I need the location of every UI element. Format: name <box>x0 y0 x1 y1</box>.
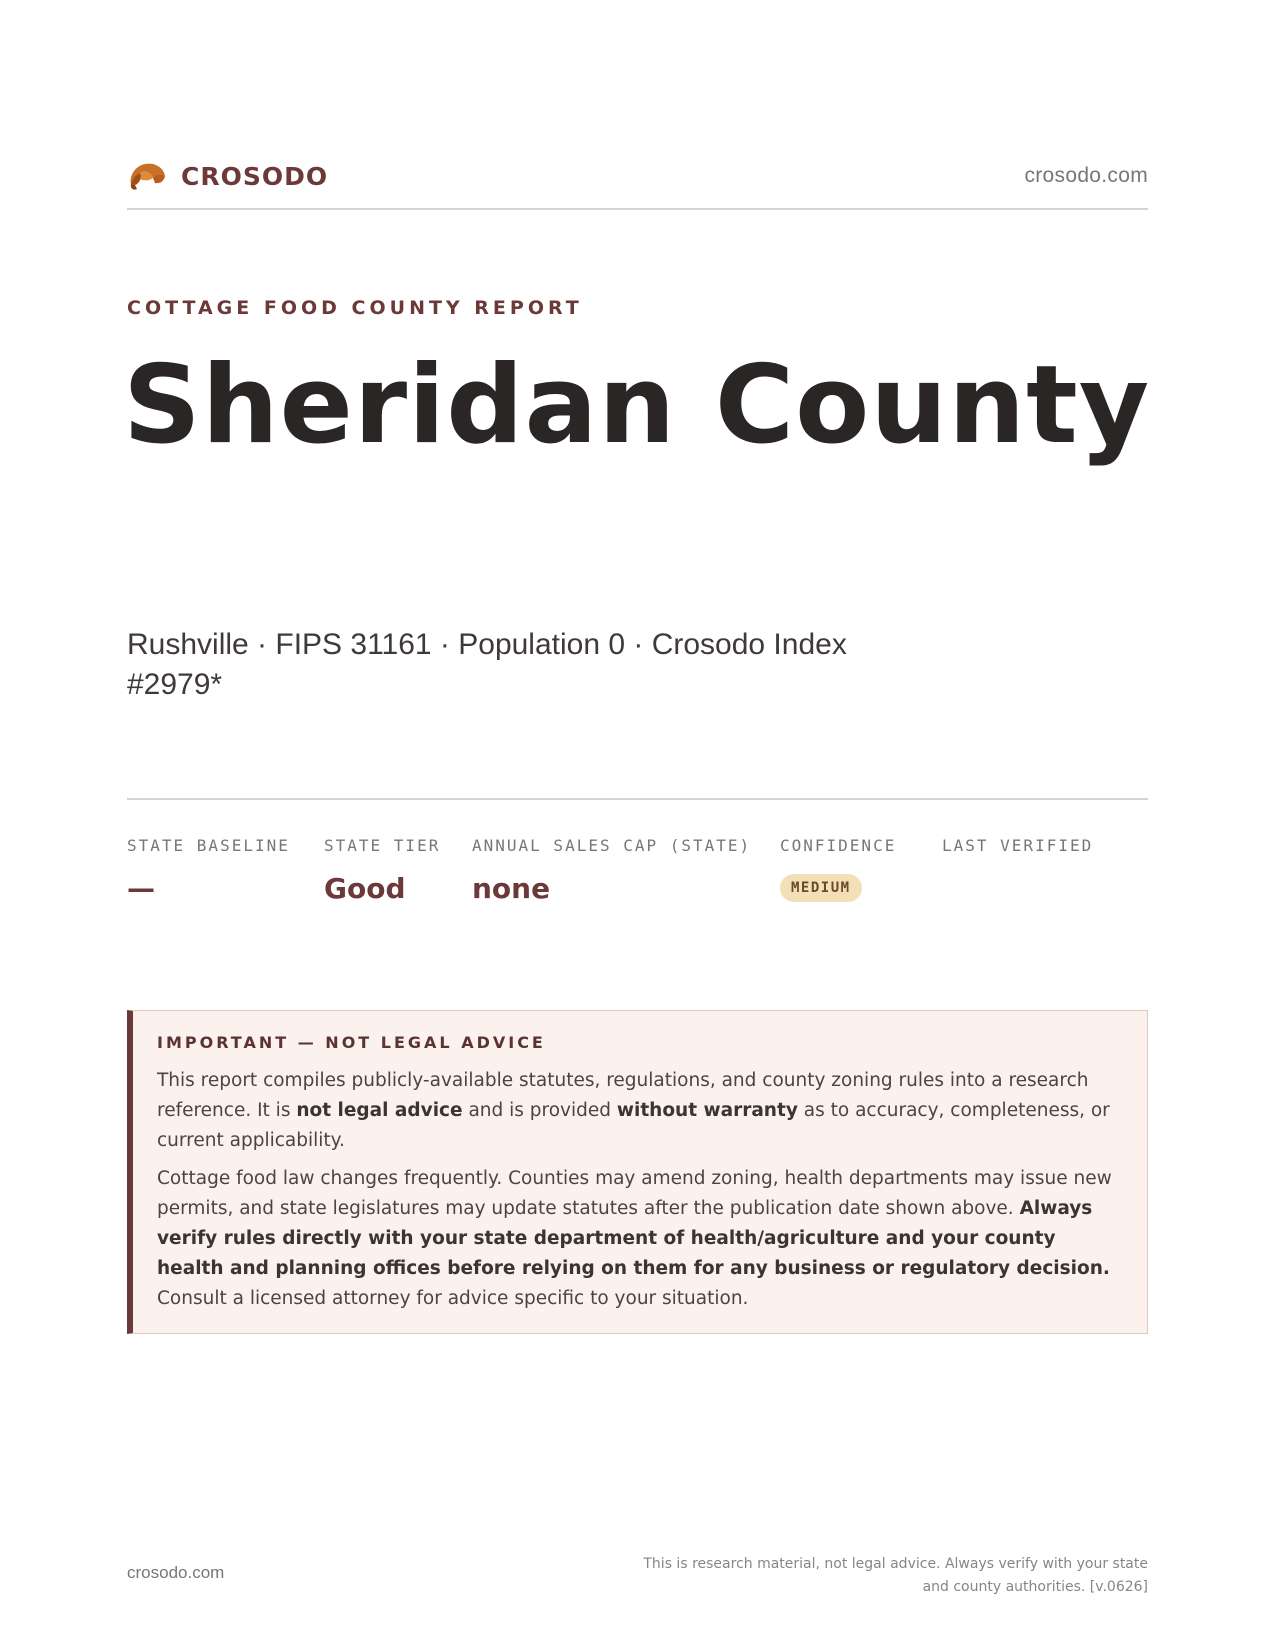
stat-label: CONFIDENCE <box>780 836 897 855</box>
notice-text: as to accuracy, completeness, or current applicability. <box>157 1100 1110 1151</box>
brand-name: CROSODO <box>181 161 329 191</box>
stat-state-baseline <box>127 836 324 905</box>
notice-emphasis: not legal advice <box>296 1100 463 1121</box>
stat-label: ANNUAL SALES CAP (STATE) <box>472 836 752 855</box>
page-title: Sheridan County <box>123 343 1151 468</box>
notice-text: Cottage food law changes frequently. Counties may amend zoning, health departments may issue new permits, and state legislatures may update statutes after the publication date shown above. <box>157 1168 1112 1219</box>
page-header <box>127 158 1148 210</box>
stat-last-verified <box>942 836 1142 905</box>
report-page <box>123 0 1151 1650</box>
footer-site-url[interactable]: crosodo.com <box>127 1563 225 1582</box>
stat-label: STATE BASELINE <box>127 836 290 855</box>
stat-value: — <box>127 872 155 905</box>
stats-row <box>127 836 1148 905</box>
notice-text: This report compiles publicly-available statutes, regulations, and county zoning rules into a research reference. It is <box>157 1070 1089 1121</box>
legal-notice <box>127 1010 1148 1334</box>
brand[interactable] <box>127 158 328 194</box>
stat-label: STATE TIER <box>324 836 441 855</box>
stat-label: LAST VERIFIED <box>942 836 1094 855</box>
notice-emphasis: without warranty <box>616 1100 798 1121</box>
notice-title: IMPORTANT — NOT LEGAL ADVICE <box>157 1033 546 1052</box>
divider <box>127 798 1148 800</box>
site-url[interactable]: crosodo.com <box>1024 164 1148 187</box>
notice-paragraph <box>157 1164 1123 1314</box>
stat-state-tier <box>324 836 472 905</box>
confidence-badge: MEDIUM <box>780 874 862 902</box>
footer-disclaimer-line: and county authorities. [v.0626] <box>922 1579 1148 1595</box>
croissant-icon <box>127 158 167 194</box>
notice-text: and is provided <box>462 1100 617 1121</box>
report-type-label: COTTAGE FOOD COUNTY REPORT <box>127 297 583 319</box>
stat-confidence <box>780 836 942 905</box>
notice-text: Consult a licensed attorney for advice specific to your situation. <box>157 1288 749 1309</box>
stat-value: Good <box>324 872 406 905</box>
stat-value: none <box>472 872 551 905</box>
notice-emphasis: Always verify rules directly with your state department of health/agriculture and your county health and planning offices before relying on them for any business or regulatory decision. <box>157 1198 1110 1279</box>
stat-annual-sales-cap <box>472 836 780 905</box>
footer-disclaimer-line: This is research material, not legal advice. Always verify with your state <box>643 1556 1148 1572</box>
county-subtitle: Rushville · FIPS 31161 · Population 0 · Crosodo Index #2979* <box>127 628 847 701</box>
footer-disclaimer <box>628 1553 1148 1599</box>
notice-paragraph <box>157 1066 1123 1156</box>
